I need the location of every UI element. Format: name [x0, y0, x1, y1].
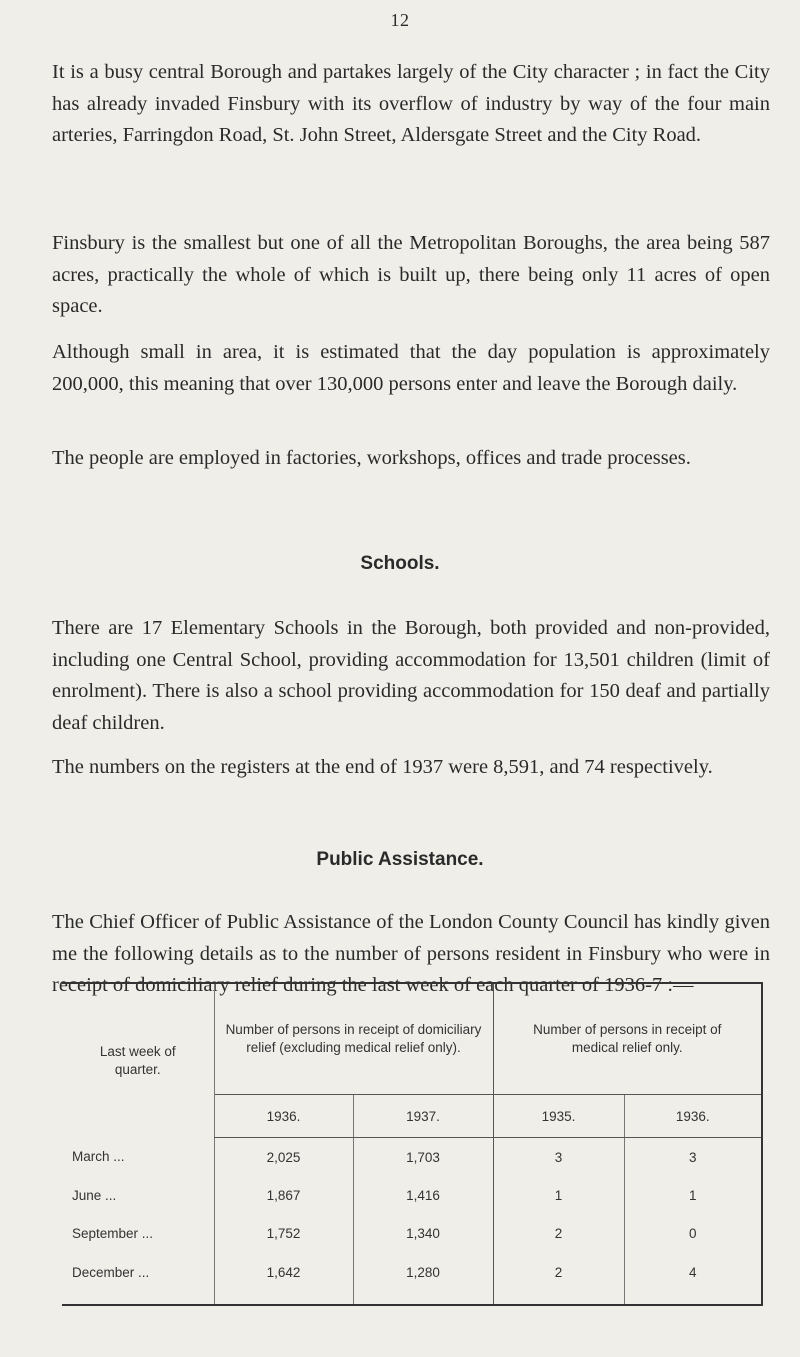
cell-value: 2,025 — [214, 1138, 353, 1177]
paragraph-schools: There are 17 Elementary Schools in the Borough, both provided and non-provided, including one Central School, providing accommodation for 13,501 children (limit of enrolment). There is also a school providing accommodation for 150 deaf and partially deaf children. — [52, 617, 770, 734]
paragraph-borough-character: It is a busy central Borough and partakes largely of the City character ; in fact the City has already invaded Finsbury with its overflow of industry by way of the four main arteries, Farringdon Road, St. John Street, Aldersgate Street and the City Road. — [52, 61, 770, 146]
cell-value: 3 — [493, 1138, 624, 1177]
paragraph-employment: The people are employed in factories, workshops, offices and trade processes. — [52, 447, 691, 469]
header-domiciliary-relief: Number of persons in receipt of domiciliary relief (excluding medical relief only). — [214, 984, 493, 1095]
cell-value: 1,867 — [214, 1176, 353, 1214]
cell-value: 1,642 — [214, 1253, 353, 1291]
cell-value: 2 — [493, 1215, 624, 1253]
header-year: 1935. — [493, 1095, 624, 1138]
row-quarter: March ... — [72, 1149, 125, 1165]
header-year: 1937. — [353, 1095, 493, 1138]
relief-table-frame — [62, 982, 763, 1306]
cell-value: 2 — [493, 1253, 624, 1291]
relief-table — [62, 984, 761, 1304]
header-medical-relief: Number of persons in receipt of medical relief only. — [493, 984, 761, 1095]
row-quarter: December ... — [72, 1264, 150, 1280]
table-spacer-row — [62, 1291, 761, 1304]
paragraph-day-population: Although small in area, it is estimated that the day population is approximately 200,000, this meaning that over 130,000 persons enter and leave the Borough daily. — [52, 341, 770, 395]
header-last-week-of-quarter: Last week of quarter. — [99, 1043, 176, 1077]
table-row — [62, 1138, 761, 1177]
table-header-row — [62, 984, 761, 1095]
table-row — [62, 1215, 761, 1253]
cell-value: 1,703 — [353, 1138, 493, 1177]
header-year: 1936. — [214, 1095, 353, 1138]
cell-value: 4 — [624, 1253, 761, 1291]
paragraph-registers: The numbers on the registers at the end of 1937 were 8,591, and 74 respectively. — [52, 756, 713, 778]
page-number: 12 — [390, 10, 410, 30]
paragraph-public-assistance: The Chief Officer of Public Assistance of the London County Council has kindly given me the following details as to the number of persons resident in Finsbury who were in receipt of domiciliary relief during the last week of each quarter of 1936-7 :— — [52, 911, 770, 996]
table-row — [62, 1176, 761, 1214]
cell-value: 1,340 — [353, 1215, 493, 1253]
row-quarter: June ... — [72, 1187, 117, 1203]
cell-value: 1 — [493, 1176, 624, 1214]
table-row — [62, 1253, 761, 1291]
cell-value: 1,280 — [353, 1253, 493, 1291]
cell-value: 0 — [624, 1215, 761, 1253]
cell-value: 1,416 — [353, 1176, 493, 1214]
header-year: 1936. — [624, 1095, 761, 1138]
row-quarter: September ... — [72, 1226, 154, 1242]
cell-value: 1,752 — [214, 1215, 353, 1253]
cell-value: 3 — [624, 1138, 761, 1177]
paragraph-borough-area: Finsbury is the smallest but one of all the Metropolitan Boroughs, the area being 587 acres, practically the whole of which is built up, there being only 11 acres of open space. — [52, 232, 770, 317]
cell-value: 1 — [624, 1176, 761, 1214]
heading-schools: Schools. — [360, 553, 440, 574]
heading-public-assistance: Public Assistance. — [316, 849, 484, 870]
